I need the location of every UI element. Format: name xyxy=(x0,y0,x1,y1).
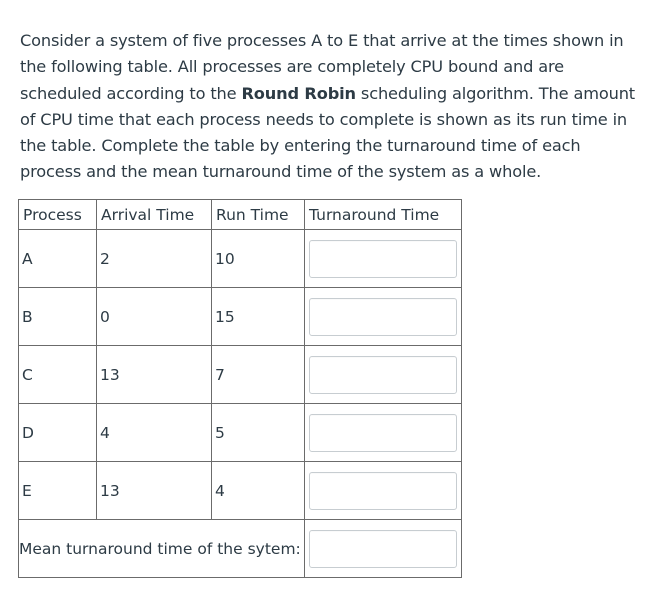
cell-run: 10 xyxy=(212,230,305,288)
cell-mean-turnaround xyxy=(305,520,462,578)
header-row xyxy=(19,200,462,230)
cell-process: B xyxy=(19,288,97,346)
table-row-e xyxy=(19,462,462,520)
question-part-1: Consider a system of five processes A to E that arrive at the times shown in the following table. All processes are completely CPU bound and are scheduled according to the xyxy=(20,31,624,103)
turnaround-input-a[interactable] xyxy=(309,240,457,278)
cell-run: 4 xyxy=(212,462,305,520)
turnaround-input-b[interactable] xyxy=(309,298,457,336)
mean-row xyxy=(19,520,462,578)
header-run-time: Run Time xyxy=(212,200,305,230)
table-row-c xyxy=(19,346,462,404)
turnaround-input-e[interactable] xyxy=(309,472,457,510)
table-row-a xyxy=(19,230,462,288)
question-text xyxy=(20,28,640,186)
cell-arrival: 13 xyxy=(97,462,212,520)
cell-run: 5 xyxy=(212,404,305,462)
table-row-b xyxy=(19,288,462,346)
cell-arrival: 2 xyxy=(97,230,212,288)
cell-process: E xyxy=(19,462,97,520)
header-arrival-time: Arrival Time xyxy=(97,200,212,230)
header-turnaround-time: Turnaround Time xyxy=(305,200,462,230)
cell-process: C xyxy=(19,346,97,404)
cell-turnaround xyxy=(305,230,462,288)
cell-arrival: 13 xyxy=(97,346,212,404)
mean-turnaround-input[interactable] xyxy=(309,530,457,568)
cell-arrival: 4 xyxy=(97,404,212,462)
cell-turnaround xyxy=(305,346,462,404)
table-row-d xyxy=(19,404,462,462)
cell-turnaround xyxy=(305,288,462,346)
question-part-2: scheduling algorithm. The amount of CPU time that each process needs to complete is shown as its run time in the table. Complete the table by entering the turnaround time of each process and the mean turnaround time of the system as a whole. xyxy=(20,83,636,182)
cell-turnaround xyxy=(305,404,462,462)
cell-turnaround xyxy=(305,462,462,520)
question-bold-term: Round Robin xyxy=(241,83,356,103)
cell-run: 7 xyxy=(212,346,305,404)
mean-turnaround-label: Mean turnaround time of the sytem: xyxy=(19,520,305,578)
cell-arrival: 0 xyxy=(97,288,212,346)
turnaround-input-d[interactable] xyxy=(309,414,457,452)
header-process: Process xyxy=(19,200,97,230)
scheduling-table xyxy=(18,199,462,578)
cell-process: A xyxy=(19,230,97,288)
cell-process: D xyxy=(19,404,97,462)
cell-run: 15 xyxy=(212,288,305,346)
turnaround-input-c[interactable] xyxy=(309,356,457,394)
